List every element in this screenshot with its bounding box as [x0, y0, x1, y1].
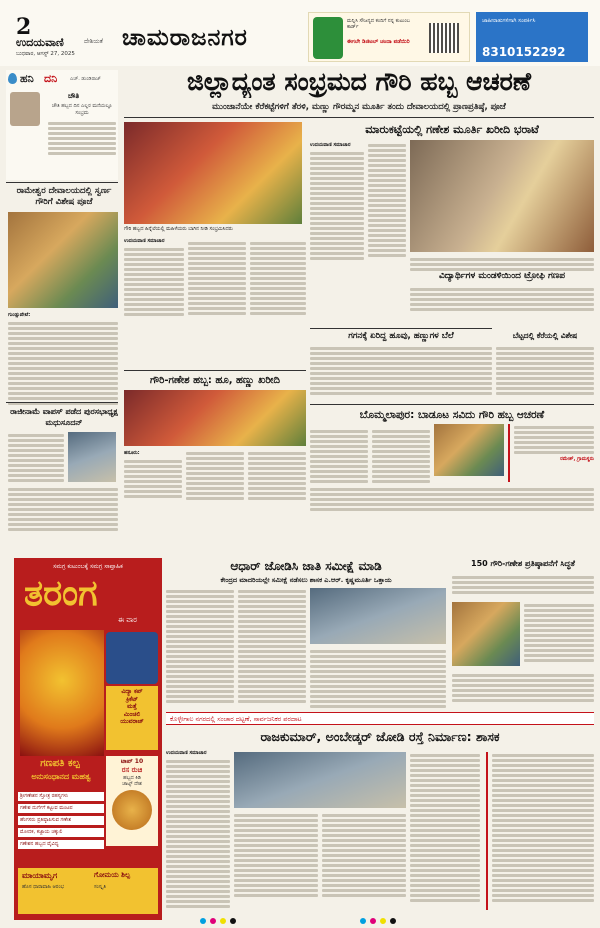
serial-1: ಮಾಯಾಮೃಗ [22, 871, 58, 880]
market-photo [410, 140, 594, 252]
idol-photo [452, 602, 520, 666]
promo-ad[interactable] [308, 12, 470, 62]
qr-icon [429, 23, 459, 53]
flower-photo [124, 390, 306, 446]
aadhaar-subhead: ಕೇಂದ್ರದ ಮಾದರಿಯಲ್ಲೇ ಸಮೀಕ್ಷೆ ನಡೆಸಲು ಶಾಸಕ ಎ.ಆರ್. ಕೃಷ್ಣಮೂರ್ತಿ ಒತ್ತಾಯ [220, 576, 392, 584]
news-ticker[interactable] [166, 712, 594, 725]
road-sidebar [486, 752, 594, 910]
meeting-photo [310, 588, 446, 644]
ad-bullet: ಮೋದಕ, ಕಜ್ಜಾಯ ಚಕ್ಕುಲಿ [18, 828, 104, 837]
road-headline[interactable]: ರಾಜಕುಮಾರ್, ಅಂಬೇಡ್ಕರ್ ಜೋಡಿ ರಸ್ತೆ ನಿರ್ಮಾಣ: ಶಾಸಕ [260, 729, 500, 744]
quote-attribution: ರಮೇಶ್, ಗ್ರಾಮಸ್ಥರು [560, 456, 594, 462]
side-story-1-headline[interactable]: ರಾಮೇಶ್ವರ ದೇವಾಲಯದಲ್ಲಿ ಸ್ವರ್ಣ ಗೌರಿಗೆ ವಿಶೇಷ ಪೂಜೆ [16, 186, 112, 207]
columnist-photo [10, 92, 40, 126]
food-photo [112, 790, 152, 830]
ad-brand-sub: ಈ ವಾರ [118, 616, 137, 624]
price-headline[interactable]: ಗಗನಕ್ಕೆ ಏರಿದ್ದ ಹೂವು, ಹಣ್ಣುಗಳ ಬೆಲೆ [348, 331, 454, 341]
lead-subhead: ಮುಂಜಾನೆಯೇ ಕೆರೆಕಟ್ಟೆಗಳಿಗೆ ತೆರಳಿ, ಮಣ್ಣು ಗೌರಮ್ಮನ ಮೂರ್ತಿ ತಂದು ದೇವಾಲಯದಲ್ಲಿ ಪ್ರಾಣಪ್ರತಿಷ್ಠೆ, ಪೂಜೆ [212, 102, 506, 112]
ganesha-count-headline[interactable]: 150 ಗೌರಿ-ಗಣೇಶ ಪ್ರತಿಷ್ಠಾಪನೆಗೆ ಸಿದ್ಧತೆ [471, 559, 575, 568]
ad-brand: ತರಂಗ [24, 573, 98, 614]
flower-headline[interactable]: ಗೌರಿ-ಗಣೇಶ ಹಬ್ಬ: ಹೂ, ಹಣ್ಣು ಖರೀದಿ [150, 375, 280, 386]
promo-cta: ಈಗಲೇ ಡಿಜಿಟಲ್ ಚಂದಾ ಪಡೆಯಿರಿ [347, 39, 410, 45]
special-title-2: ಅನುಸಂಧಾನದ ಮಹತ್ವ [31, 772, 91, 781]
edition-label: ದೇಶಿಯತೆ [84, 38, 103, 45]
cricket-line-4: ಮಿಂಚಲಿ [123, 710, 141, 718]
market-byline: ಉದಯವಾಣಿ ಸಮಾಚಾರ [310, 142, 351, 148]
bommalapura-headline[interactable]: ಬೊಮ್ಮಲಾಪುರ: ಬಾಡೂಟ ಸವಿದು ಗೌರಿ ಹಬ್ಬ ಆಚರಣೆ [359, 409, 545, 421]
lead-headline[interactable]: ಜಿಲ್ಲಾದ್ಯಂತ ಸಂಭ್ರಮದ ಗೌರಿ ಹಬ್ಬ ಆಚರಣೆ [186, 67, 532, 96]
cricket-line-3: ಮತ್ತೆ [127, 703, 137, 710]
ad-top-line: ಸಮಗ್ರ ಕುಟುಂಬಕ್ಕೆ ಸಮಗ್ರ ಸಾಪ್ತಾಹಿಕ [53, 563, 123, 570]
ad-bullet-list [18, 792, 104, 852]
rasa-label: ರಸ ರುಚಿ [121, 766, 143, 774]
serial-2: ಗೋಮಯ ಶಿಲ್ಪ [94, 871, 131, 879]
rasa-box [106, 756, 158, 846]
serial-1-sub: ಹೊಸ ಧಾರಾವಾಹಿ ಆರಂಭ [22, 884, 65, 890]
ad-contact-box[interactable] [476, 12, 588, 62]
column-subtitle: ಚೌತಿ [68, 92, 80, 100]
paper-name: ಉದಯವಾಣಿ [16, 36, 64, 49]
honey-column [6, 70, 118, 180]
side-story-2-headline[interactable]: ರಾಜೀನಾಮೆ ವಾಪಸ್ ಪಡೆದ ಪುರಸಭಾಧ್ಯಕ್ಷ ಮಧುಸೂದನ್ [10, 407, 118, 427]
column-body: ಚೌತಿ ಹಬ್ಬದ ದಿನ ಎಲ್ಲರ ಮನೆಯಲ್ಲೂ ಸಂಭ್ರಮ [51, 103, 113, 116]
special-title-1: ಗಣಪತಿ ಕಲ್ಪ [40, 758, 80, 769]
district-name: ಚಾಮರಾಜನಗರ [122, 24, 248, 51]
taranga-ad[interactable] [14, 558, 162, 920]
promo-text: ಮನ್ನಿಸಿ ಸೌಜನ್ಯದ ಕಂದಿಗೆ ನನ್ನ ಕುಟುಂಬ ಕಾರ್ಡ್ [347, 18, 410, 30]
students-headline[interactable]: ವಿದ್ಯಾರ್ಥಿಗಳ ಮಂಡಳಿಯಿಂದ ಟ್ರೋಫಿ ಗಣಪ [438, 271, 566, 281]
serial-2-sub: ಸಂಸ್ಕೃತಿ [94, 884, 107, 890]
column-byline: ಎಚ್. ಡುಂಡಿರಾಜ್ [70, 76, 101, 82]
ad-bullet: ಹೆಂಗಸರು ಪ್ರತಿಷ್ಠಾಪಿಸುವ ಗಣೇಶ [18, 816, 104, 825]
lead-caption: ಗೌರಿ ಹಬ್ಬದ ಹಿನ್ನೆಲೆಯಲ್ಲಿ ಮಹಿಳೆಯರು ಬಾಗಿನ ನೀಡಿ ಸಂಭ್ರಮಿಸಿದರು [124, 226, 233, 232]
top-10-label: ಟಾಪ್ 10 [120, 758, 144, 765]
cricket-line-2: ಕ್ರಿಕೆಟ್ [126, 695, 138, 703]
print-marks [0, 916, 600, 926]
contact-label: ಜಾಹೀರಾತುಗಳಿಗಾಗಿ ಸಂಪರ್ಕಿಸಿ [482, 18, 536, 24]
phone-icon [313, 17, 343, 59]
ad-bullet: ಶ್ರೀಗಣೇಶನ ಸ್ತೋತ್ರ ರಹಸ್ಯಗಳು [18, 792, 104, 801]
drop-icon [8, 73, 17, 84]
road-photo [234, 752, 406, 808]
cricket-line-1: ವಿದ್ಯಾ ಕಪ್ [121, 688, 143, 695]
column-title-b: ದನಿ [44, 72, 58, 85]
ticker-text: ಕೊಳ್ಳೇಗಾಲ ನಗರದಲ್ಲಿ ಸಂಚಾರ ದಟ್ಟಣೆ, ಸಾರ್ವಜನಿಕರ ಪರದಾಟ [170, 715, 302, 723]
cricketer-photo [106, 632, 158, 684]
road-byline: ಉದಯವಾಣಿ ಸಮಾಚಾರ [166, 750, 207, 756]
issue-date: ಬುಧವಾರ, ಆಗಸ್ಟ್ 27, 2025 [16, 51, 75, 57]
ad-bullet: ಗಣೇಶ ದುರ್ಗೆಗೆ ಕಟ್ಟುವ ಮಂಟಪ [18, 804, 104, 813]
lead-byline: ಉದಯವಾಣಿ ಸಮಾಚಾರ [124, 238, 165, 244]
masthead [0, 0, 600, 66]
cricket-line-5: ಯುವರಾಜ್ [120, 718, 144, 725]
lead-photo [124, 122, 302, 224]
rasa-item-1: ಹಬ್ಬದ ಕಿಡಿ [123, 775, 141, 781]
rasa-item-2: ಚಾಟ್ಸ್ ದೇಶ [122, 781, 142, 787]
column-title-a: ಹನಿ [20, 72, 34, 85]
flower-dateline: ಹನೂರು: [124, 450, 140, 456]
aadhaar-headline[interactable]: ಆಧಾರ್ ಜೋಡಿಸಿ ಜಾತಿ ಸಮೀಕ್ಷೆ ಮಾಡಿ [230, 559, 382, 573]
rain-headline[interactable]: ಬೆಟ್ಟದಲ್ಲಿ ಕೆರೆಯಲ್ಲಿ ವಿಶೇಷ [512, 331, 578, 340]
temple-photo [8, 212, 118, 308]
official-portrait [68, 432, 116, 482]
page-number: 2 [16, 14, 32, 40]
ganesha-illustration [20, 630, 104, 756]
side-story-1-dateline: ಗುಂಡ್ಲುಪೇಟೆ: [8, 312, 31, 318]
market-headline[interactable]: ಮಾರುಕಟ್ಟೆಯಲ್ಲಿ ಗಣೇಶ ಮೂರ್ತಿ ಖರೀದಿ ಭರಾಟೆ [365, 123, 539, 136]
bommalapura-photo [434, 424, 504, 476]
serial-box [18, 868, 158, 914]
quote-box [508, 424, 594, 482]
cricket-box [106, 686, 158, 750]
contact-phone[interactable]: 8310152292 [482, 45, 566, 59]
ad-bullet: ಗಣೇಶನ ಹಬ್ಬದ ವೈವಿಧ್ಯ [18, 840, 104, 849]
